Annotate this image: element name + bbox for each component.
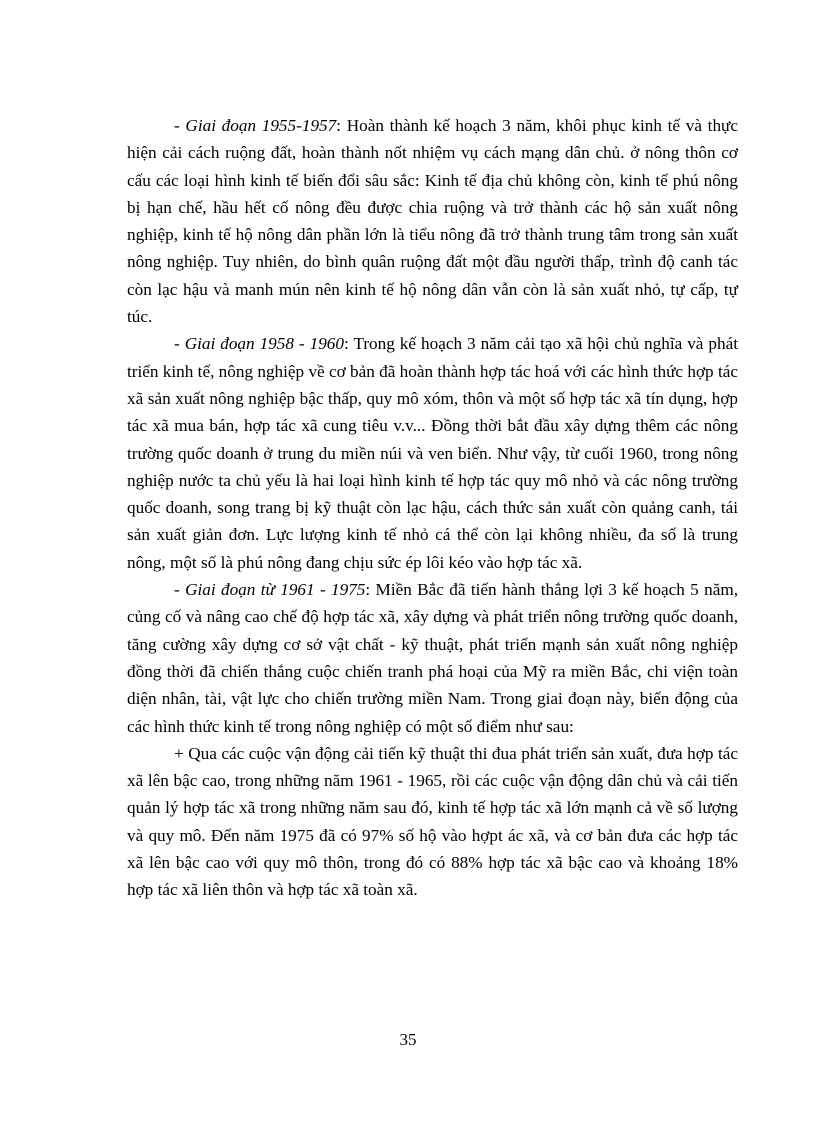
paragraph-cooperatives (127, 740, 738, 904)
paragraph-text: : Miền Bắc đã tiến hành thắng lợi 3 kế hoạch 5 năm, củng cố và nâng cao chế độ hợp tác xã, xây dựng và phát triển nông trường quốc doanh, tăng cường xây dựng cơ sở vật chất - kỹ thuật, phát triển mạnh sản xuất nông nghiệp đồng thời đã chiến thắng cuộc chiến tranh phá hoại của Mỹ ra miền Bắc, chi viện toàn diện nhân, tài, vật lực cho chiến trường miền Nam. Trong giai đoạn này, biến động của các hình thức kinh tế trong nông nghiệp có một số điểm như sau: (127, 580, 738, 736)
paragraph-text: : Trong kế hoạch 3 năm cải tạo xã hội chủ nghĩa và phát triển kinh tế, nông nghiệp về cơ bản đã hoàn thành hợp tác hoá với các hình thức hợp tác xã sản xuất nông nghiệp bậc thấp, quy mô xóm, thôn và một số hợp tác xã tín dụng, hợp tác xã mua bán, hợp tác xã cung tiêu v.v... Đồng thời bắt đầu xây dựng thêm các nông trường quốc doanh ở trung du miền núi và ven biển. Như vậy, từ cuối 1960, trong nông nghiệp nước ta chủ yếu là hai loại hình kinh tế hợp tác quy mô nhỏ và các nông trường quốc doanh, song trang bị kỹ thuật còn lạc hậu, cách thức sản xuất còn quảng canh, tái sản xuất giản đơn. Lực lượng kinh tế nhỏ cá thể còn lại không nhiều, đa số là trung nông, một số là phú nông đang chịu sức ép lôi kéo vào hợp tác xã. (127, 334, 738, 572)
paragraph-1961-1975 (127, 576, 738, 740)
paragraph-text: : Hoàn thành kế hoạch 3 năm, khôi phục kinh tế và thực hiện cải cách ruộng đất, hoàn thành nốt nhiệm vụ cách mạng dân chủ. ở nông thôn cơ cấu các loại hình kinh tế biến đổi sâu sắc: Kinh tế địa chủ không còn, kinh tế phú nông bị hạn chế, hầu hết cố nông đều được chia ruộng và trở thành các hộ sản xuất nông nghiệp, kinh tế hộ nông dân phần lớn là tiểu nông đã trở thành trung tâm trong sản xuất nông nghiệp. Tuy nhiên, do bình quân ruộng đất một đầu người thấp, trình độ canh tác còn lạc hậu và manh mún nên kinh tế hộ nông dân vẫn còn là sản xuất nhỏ, tự cấp, tự túc. (127, 116, 738, 327)
paragraph-1958-1960 (127, 330, 738, 576)
period-label: - Giai đoạn 1958 - 1960 (174, 334, 344, 354)
period-label: - Giai đoạn từ 1961 - 1975 (174, 580, 366, 600)
paragraph-1955-1957 (127, 112, 738, 330)
paragraph-text: + Qua các cuộc vận động cải tiến kỹ thuật thi đua phát triển sản xuất, đưa hợp tác xã lên bậc cao, trong những năm 1961 - 1965, rồi các cuộc vận động dân chủ và cải tiến quản lý hợp tác xã trong những năm sau đó, kinh tế hợp tác xã lớn mạnh cả về số lượng và quy mô. Đến năm 1975 đã có 97% số hộ vào hợpt ác xã, và cơ bản đưa các hợp tác xã lên bậc cao với quy mô thôn, trong đó có 88% hợp tác xã bậc cao và khoảng 18% hợp tác xã liên thôn và hợp tác xã toàn xã. (127, 743, 738, 900)
page-number: 35 (399, 1030, 417, 1049)
period-label: - Giai đoạn 1955-1957 (174, 116, 337, 135)
body-text (127, 112, 738, 904)
